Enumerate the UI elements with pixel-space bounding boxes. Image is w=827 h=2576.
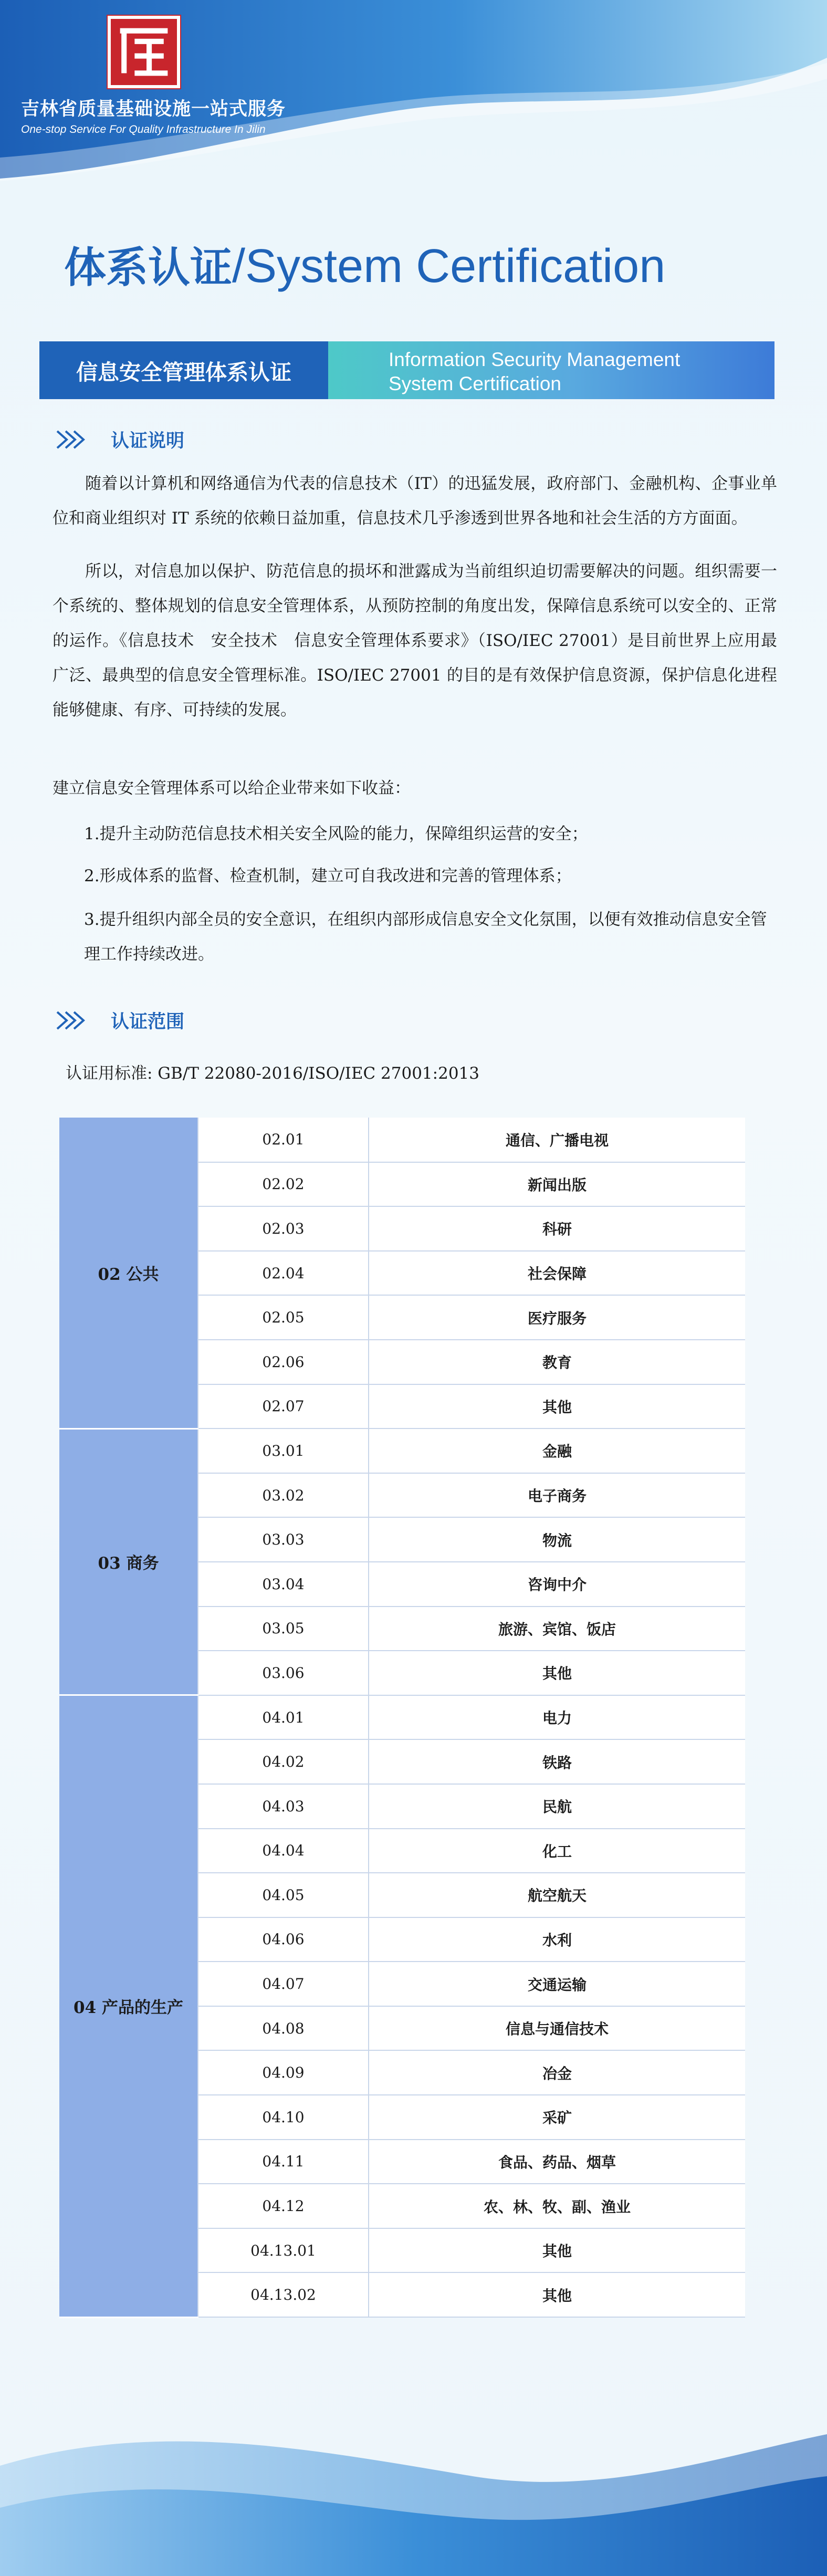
table-group-cell: 02 公共: [59, 1118, 198, 1428]
page-title-english: /System Certification: [232, 240, 666, 293]
table-code-cell: 04.08: [198, 2006, 369, 2051]
certification-standard: 认证用标准: GB/T 22080-2016/ISO/IEC 27001:2013: [66, 1064, 479, 1083]
table-row: [59, 1695, 745, 1740]
page-title-chinese: 体系认证: [64, 243, 232, 292]
table-field-cell: 旅游、宾馆、饭店: [369, 1607, 745, 1651]
intro-paragraph-1: 随着以计算机和网络通信为代表的信息技术（IT）的迅猛发展，政府部门、金融机构、企事业单位和商业组织对 IT 系统的依赖日益加重，信息技术几乎渗透到世界各地和社会生活的方方面面。: [53, 474, 777, 528]
logo-chinese-name: 吉林省质量基础设施一站式服务: [21, 99, 286, 120]
table-code-cell: 04.03: [198, 1784, 369, 1829]
table-code-cell: 04.01: [198, 1695, 369, 1740]
banner-english-line-1: Information Security Management: [389, 349, 681, 370]
intro-paragraph-2: 所以，对信息加以保护、防范信息的损坏和泄露成为当前组织迫切需要解决的问题。组织需要一个系统的、整体规划的信息安全管理体系，从预防控制的角度出发，保障信息系统可以安全的、正常的运作。《信息技术 安全技术 信息安全管理体系要求》（ISO/IEC 27001）是目前世界上应用最广泛、最典型的信息安全管理标准。ISO/IEC 27001 的目的是有效保护信息资源，保护信息化进程能够健康、有序、可持续的发展。: [53, 562, 777, 719]
logo-emblem-icon: [108, 16, 180, 88]
section-certification-scope-heading: [55, 1007, 184, 1034]
table-group-cell: 04 产品的生产: [59, 1695, 198, 2317]
table-field-cell: 航空航天: [369, 1873, 745, 1917]
table-field-cell: 采矿: [369, 2095, 745, 2140]
table-row: [59, 1118, 745, 1162]
table-code-cell: 04.13.01: [198, 2228, 369, 2273]
double-chevron-icon: [55, 429, 87, 450]
table-field-cell: 交通运输: [369, 1962, 745, 2006]
table-field-cell: 社会保障: [369, 1251, 745, 1296]
table-row: [59, 1428, 745, 1473]
table-code-cell: 04.04: [198, 1829, 369, 1873]
table-field-cell: 物流: [369, 1517, 745, 1562]
section-label: 认证说明: [111, 431, 185, 452]
table-field-cell: 通信、广播电视: [369, 1118, 745, 1162]
table-code-cell: 03.03: [198, 1517, 369, 1562]
table-field-cell: 铁路: [369, 1739, 745, 1784]
table-field-cell: 医疗服务: [369, 1295, 745, 1340]
benefit-item-3: 3.提升组织内部全员的安全意识，在组织内部形成信息安全文化氛围，以便有效推动信息安全管理工作持续改进。: [84, 910, 767, 964]
table-code-cell: 02.06: [198, 1340, 369, 1384]
table-code-cell: 04.12: [198, 2184, 369, 2228]
intro-paragraph-3: 建立信息安全管理体系可以给企业带来如下收益：: [53, 779, 411, 798]
table-field-cell: 其他: [369, 1384, 745, 1429]
double-chevron-icon: [55, 1010, 87, 1031]
banner-english-line-2: System Certification: [389, 373, 561, 394]
table-field-cell: 民航: [369, 1784, 745, 1829]
table-field-cell: 食品、药品、烟草: [369, 2140, 745, 2184]
organization-logo: [21, 16, 315, 137]
table-code-cell: 04.11: [198, 2140, 369, 2184]
table-code-cell: 03.04: [198, 1562, 369, 1607]
table-code-cell: 04.09: [198, 2050, 369, 2095]
table-code-cell: 04.06: [198, 1917, 369, 1962]
table-code-cell: 03.01: [198, 1428, 369, 1473]
table-field-cell: 咨询中介: [369, 1562, 745, 1607]
table-code-cell: 03.05: [198, 1607, 369, 1651]
section-label: 认证范围: [111, 1011, 185, 1033]
benefit-item-1: 1.提升主动防范信息技术相关安全风险的能力，保障组织运营的安全；: [84, 825, 588, 843]
table-field-cell: 农、林、牧、副、渔业: [369, 2184, 745, 2228]
table-code-cell: 02.07: [198, 1384, 369, 1429]
table-field-cell: 电力: [369, 1695, 745, 1740]
table-field-cell: 水利: [369, 1917, 745, 1962]
table-code-cell: 03.02: [198, 1473, 369, 1518]
page-title: [64, 234, 665, 294]
benefit-item-2: 2.形成体系的监督、检查机制，建立可自我改进和完善的管理体系；: [84, 867, 572, 885]
certification-banner: [39, 341, 774, 399]
banner-chinese-title: 信息安全管理体系认证: [39, 341, 328, 399]
table-field-cell: 其他: [369, 2228, 745, 2273]
table-field-cell: 科研: [369, 1206, 745, 1251]
table-code-cell: 04.13.02: [198, 2272, 369, 2317]
banner-english-title: [328, 341, 774, 399]
table-code-cell: 02.03: [198, 1206, 369, 1251]
table-field-cell: 电子商务: [369, 1473, 745, 1518]
table-field-cell: 教育: [369, 1340, 745, 1384]
table-field-cell: 新闻出版: [369, 1162, 745, 1207]
table-code-cell: 02.02: [198, 1162, 369, 1207]
table-code-cell: 03.06: [198, 1651, 369, 1695]
table-code-cell: 02.05: [198, 1295, 369, 1340]
table-field-cell: 冶金: [369, 2050, 745, 2095]
table-code-cell: 04.02: [198, 1739, 369, 1784]
table-field-cell: 其他: [369, 2272, 745, 2317]
table-field-cell: 化工: [369, 1829, 745, 1873]
table-code-cell: 04.07: [198, 1962, 369, 2006]
table-code-cell: 04.10: [198, 2095, 369, 2140]
table-group-cell: 03 商务: [59, 1428, 198, 1695]
table-field-cell: 金融: [369, 1428, 745, 1473]
table-code-cell: 04.05: [198, 1873, 369, 1917]
table-field-cell: 信息与通信技术: [369, 2006, 745, 2051]
section-certification-description-heading: [55, 426, 184, 453]
table-field-cell: 其他: [369, 1651, 745, 1695]
table-code-cell: 02.04: [198, 1251, 369, 1296]
certification-scope-table: [59, 1118, 745, 2318]
footer-wave-decoration: [0, 2387, 827, 2576]
logo-english-name: One-stop Service For Quality Infrastructure In Jilin: [21, 123, 266, 135]
table-code-cell: 02.01: [198, 1118, 369, 1162]
